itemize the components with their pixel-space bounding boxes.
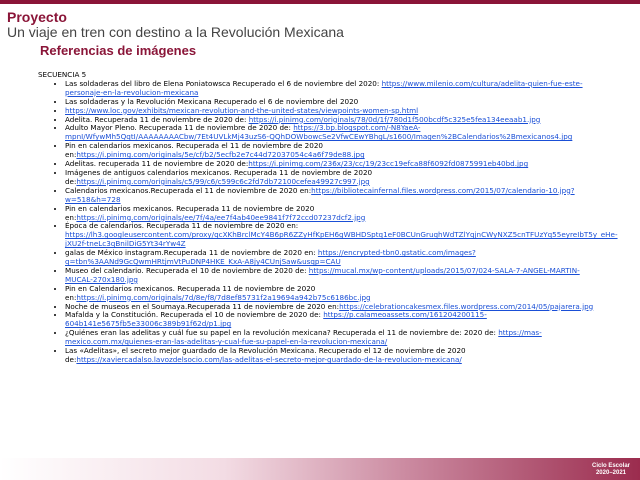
reference-text: Época de calendarios. Recuperada 11 de noviembre de 2020 en: — [65, 221, 299, 231]
reference-item — [65, 249, 598, 267]
references-block — [38, 70, 618, 365]
reference-link[interactable]: https://bibliotecainfernal.files.wordpress.com/2015/07/calendario-10.jpg?w=518&h=728 — [65, 185, 575, 204]
reference-link[interactable]: https://i.pinimg.com/originals/78/0d/1f/780d1f500bcdf5c325e5fea134eeaab1.jpg — [248, 114, 541, 124]
reference-link[interactable]: https://celebrationcakesmex.files.wordpress.com/2014/05/pajarera.jpg — [339, 301, 594, 311]
reference-text: Las «Adelitas», el secreto mejor guardado de la Revolución Mexicana. Recuperado el 12 de noviembre de 2020 de: — [65, 346, 466, 364]
reference-text: Calendarios mexicanos.Recuperada el 11 de noviembre de 2020 en: — [65, 185, 312, 195]
reference-link[interactable]: https://p.calameoassets.com/161204200115-604b141e5675fb5e33006c389b91f62d/p1.jpg — [65, 310, 487, 329]
reference-item — [65, 187, 598, 205]
school-year-line1: Ciclo Escolar — [591, 463, 630, 469]
reference-text: Adulto Mayor Pleno. Recuperada 11 de noviembre de 2020 de: — [65, 123, 294, 133]
project-title: Proyecto — [7, 9, 67, 25]
reference-item — [65, 142, 598, 160]
reference-text: Imágenes de antiguos calendarios mexicanos. Recuperada 11 de noviembre de 2020 de: — [65, 167, 373, 186]
reference-link[interactable]: https://www.milenio.com/cultura/adelita-quien-fue-este-personaje-en-la-revolucion-mexicana — [65, 78, 583, 97]
reference-text: Pin en calendarios mexicanos. Recuperada el 11 de noviembre de 2020 en: — [65, 141, 323, 160]
reference-link[interactable]: https://i.pinimg.com/originals/5e/cf/b2/5ecfb2e7c44d72037054c4a6f79de88.jpg — [76, 150, 365, 160]
top-accent-bar — [0, 0, 640, 4]
footer-bar — [0, 458, 640, 480]
reference-item — [65, 205, 598, 223]
reference-link[interactable]: https://i.pinimg.com/originals/ee/7f/4a/ee7f4ab40ee9841f7f72ccd07237dcf2.jpg — [76, 212, 366, 222]
reference-link[interactable]: https://mas-mexico.com.mx/quienes-eran-las-adelitas-y-cual-fue-su-papel-en-la-revolucion-mexicana/ — [65, 328, 542, 347]
reference-item — [65, 285, 598, 303]
reference-item — [65, 311, 598, 329]
reference-text: Adelitas. recuperada 11 de noviembre de 2020 de: — [65, 159, 249, 169]
reference-text: Noche de museos en el Soumaya.Recuperada 11 de noviembre de 2020 en: — [65, 301, 340, 311]
reference-text: Adelita. Recuperada 11 de noviembre de 2020 de: — [65, 114, 249, 124]
reference-text: Las soldaderas del libro de Elena Poniatowsca Recuperado el 6 de noviembre del 2020: — [65, 78, 382, 88]
reference-link[interactable]: https://i.pinimg.com/236x/23/cc/19/23cc19efca88f6092fd0875991eb40bd.jpg — [248, 159, 529, 169]
reference-link[interactable]: https://i.pinimg.com/originals/c5/99/c6/c599c6c2fd7db72100cefea49927c997.jpg — [76, 176, 370, 186]
reference-text: Museo del calendario. Recuperada el 10 de noviembre de 2020 de: — [65, 265, 309, 275]
section-title: Referencias de imágenes — [40, 43, 197, 58]
reference-item — [65, 124, 598, 142]
sequence-label: SECUENCIA 5 — [38, 70, 87, 79]
reference-item — [65, 169, 598, 187]
reference-link[interactable]: https://mucal.mx/wp-content/uploads/2015/07/024-SALA-7-ANGEL-MARTIN-MUCAL-270x180.jpg — [65, 265, 580, 284]
reference-item — [65, 267, 598, 285]
reference-item — [65, 347, 598, 365]
reference-list — [38, 78, 618, 365]
reference-item — [65, 80, 598, 98]
reference-link[interactable]: https://i.pinimg.com/originals/7d/8e/f8/7d8ef85731f2a19694a942b75c6186bc.jpg — [76, 292, 371, 302]
reference-item — [65, 329, 598, 347]
reference-text: galas de México instagram.Recuperada 11 de noviembre de 2020 en: — [65, 248, 318, 258]
reference-link[interactable]: https://3.bp.blogspot.com/-N8YaeA-mpnI/WfywMh5QqtI/AAAAAAAACbw/7Et4UVLkMj43uzS6-QQhDOWbowcSe2VfwCEwYBhgL/s1600/Imagen%2BCalendarios%2Bmexicanos4.jpg — [65, 123, 573, 142]
project-subtitle: Un viaje en tren con destino a la Revolución Mexicana — [7, 24, 344, 40]
reference-item — [65, 221, 618, 249]
school-year-label — [592, 463, 630, 477]
reference-link[interactable]: https://xaviercadalso.lavozdelsocio.com/las-adelitas-el-secreto-mejor-guardado-de-la-revolucion-mexicana/ — [76, 355, 462, 364]
school-year-line2: 2020–2021 — [595, 470, 627, 476]
reference-link[interactable]: https://encrypted-tbn0.gstatic.com/images?q=tbn%3AANd9GcQwmHRtjmVtPuDNP4HKE_KxA-A8jy4CUnjSaw&usqp=CAU — [65, 248, 476, 267]
reference-text: Pin en Calendarios mexicanos. Recuperada 11 de noviembre de 2020 en: — [65, 283, 316, 302]
reference-text: ¿Quiénes eran las adelitas y cuál fue su papel en la revolución mexicana? Recuperada el 11 de noviembre de: 2020 de: — [65, 328, 499, 338]
reference-text: Las soldaderas y la Revolución Mexicana Recuperado el 6 de noviembre del 2020 — [65, 96, 359, 106]
reference-text: Mafalda y la Constitución. Recuperada el 10 de noviembre de 2020 de: — [65, 310, 324, 320]
reference-link[interactable]: https://www.loc.gov/exhibits/mexican-revolution-and-the-united-states/viewpoints-women-sp.html — [65, 105, 419, 115]
reference-link[interactable]: https://lh3.googleusercontent.com/proxy/qcXKhBrclMcY4B6pR6ZZyHfKpEH6gWBHDSptq1eF0BCUnGruqhWdTZlYqjnCWyNXZ5cnTFUzYq55eyreIbT5y_eHe-jXU2f-tneLc3qBnilDiG5Yt34rYw4Z — [65, 230, 618, 249]
reference-text: Pin en calendarios mexicanos. Recuperada 11 de noviembre de 2020 en: — [65, 203, 315, 222]
